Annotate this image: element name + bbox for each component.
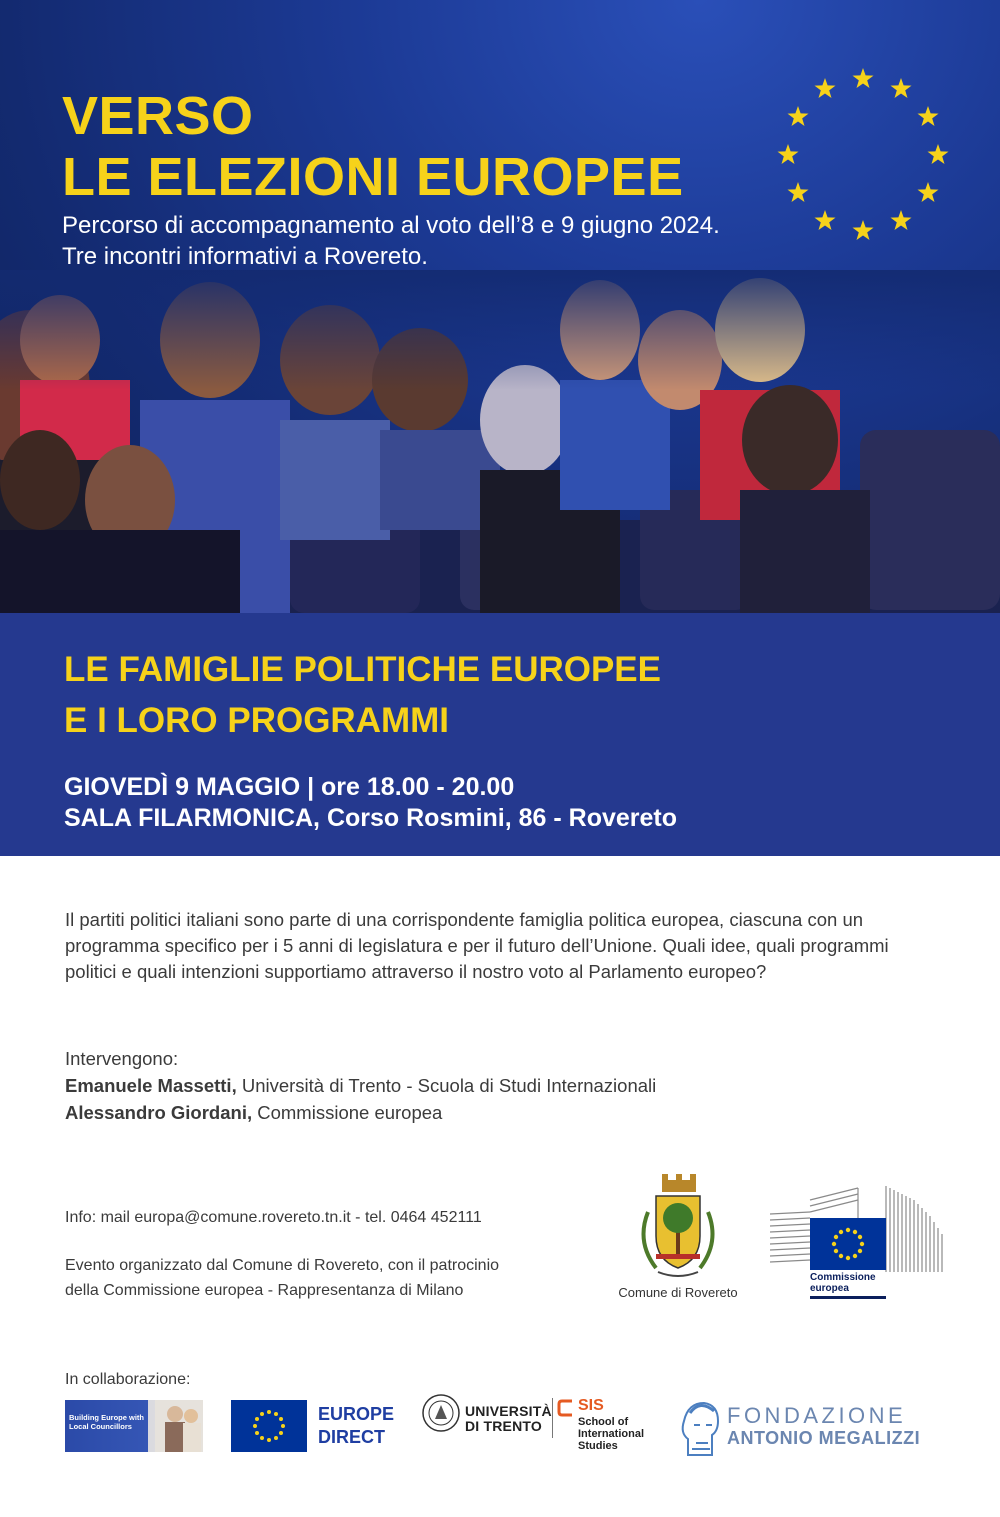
speaker-row <box>65 1072 656 1099</box>
hero-title-line1: VERSO <box>62 86 254 146</box>
eu-stars-icon <box>770 62 956 248</box>
rovereto-caption: Comune di Rovereto <box>618 1285 738 1300</box>
building-europe-text <box>69 1413 155 1431</box>
hero-banner <box>0 0 1000 613</box>
europe-direct-flag-icon <box>231 1400 307 1452</box>
speaker-name: Emanuele Massetti, <box>65 1075 237 1096</box>
organizer-line2: della Commissione europea - Rappresentanza di Milano <box>65 1282 464 1299</box>
commissione-europea-logo <box>770 1182 950 1307</box>
event-date: GIOVEDÌ 9 MAGGIO | ore 18.00 - 20.00 <box>64 773 515 801</box>
megalizzi-portrait-icon <box>678 1395 722 1457</box>
speaker-affiliation: Università di Trento - Scuola di Studi Internazionali <box>236 1075 657 1096</box>
speakers-section <box>65 1045 656 1126</box>
unitn-line2: DI TRENTO <box>465 1418 542 1434</box>
unitn-seal-icon <box>421 1393 461 1433</box>
collaboration-label: In collaborazione: <box>65 1371 191 1388</box>
unitn-line1: UNIVERSITÀ <box>465 1403 552 1419</box>
europe-direct-label <box>318 1403 394 1449</box>
organizer-info <box>65 1253 499 1303</box>
building-europe-logo <box>65 1400 203 1452</box>
organizer-line1: Evento organizzato dal Comune di Rovereto, con il patrocinio <box>65 1257 500 1274</box>
hero-subtitle-line2: Tre incontri informativi a Rovereto. <box>62 243 428 270</box>
hero-title <box>62 86 684 208</box>
logo-divider <box>552 1398 553 1438</box>
hero-title-line2: LE ELEZIONI EUROPEE <box>62 147 684 207</box>
event-title-line1: LE FAMIGLIE POLITICHE EUROPEE <box>64 650 661 689</box>
event-title <box>64 644 661 746</box>
event-title-line2: E I LORO PROGRAMMI <box>64 701 449 740</box>
europe-direct-line2: DIRECT <box>318 1427 385 1447</box>
building-europe-line2: Local Councillors <box>69 1422 132 1431</box>
event-details <box>64 772 677 834</box>
speaker-name: Alessandro Giordani, <box>65 1102 253 1123</box>
fondazione-line2: ANTONIO MEGALIZZI <box>727 1428 921 1448</box>
rovereto-crest-icon <box>626 1172 730 1280</box>
sis-line3: Studies <box>578 1440 618 1452</box>
commission-label-line1: Commissione <box>810 1272 876 1283</box>
speaker-row <box>65 1099 656 1126</box>
speakers-intro: Intervengono: <box>65 1048 179 1069</box>
event-venue: SALA FILARMONICA, Corso Rosmini, 86 - Rovereto <box>64 804 678 832</box>
sis-subtitle <box>578 1416 644 1452</box>
commission-label <box>810 1272 886 1299</box>
sis-title: SIS <box>578 1397 604 1414</box>
speaker-affiliation: Commissione europea <box>252 1102 443 1123</box>
hero-subtitle <box>62 210 720 272</box>
eu-flag-icon <box>810 1218 886 1270</box>
event-description: Il partiti politici italiani sono parte di una corrispondente famiglia politica europea, ciascuna con un programma specifico per i 5 anni di legislatura e per il futuro dell’Unione. Quali idee, quali programmi politici e quali intenzioni supportiamo attraverso il nostro voto al Parlamento europeo? <box>65 909 889 982</box>
unitn-label <box>465 1404 552 1434</box>
fondazione-line1: FONDAZIONE <box>727 1403 907 1428</box>
contact-info: Info: mail europa@comune.rovereto.tn.it - tel. 0464 452111 <box>65 1209 482 1226</box>
commission-label-line2: europea <box>810 1283 849 1294</box>
comune-rovereto-logo <box>612 1172 744 1300</box>
councillors-photo <box>155 1400 203 1452</box>
audience-photo <box>0 270 1000 613</box>
sis-line2: International <box>578 1428 645 1440</box>
europe-direct-line1: EUROPE <box>318 1404 395 1424</box>
sis-line1: School of <box>578 1416 629 1428</box>
sis-bracket-icon <box>556 1398 576 1418</box>
building-europe-line1: Building Europe with <box>69 1413 144 1422</box>
hero-subtitle-line1: Percorso di accompagnamento al voto dell’8 e 9 giugno 2024. <box>62 212 720 239</box>
